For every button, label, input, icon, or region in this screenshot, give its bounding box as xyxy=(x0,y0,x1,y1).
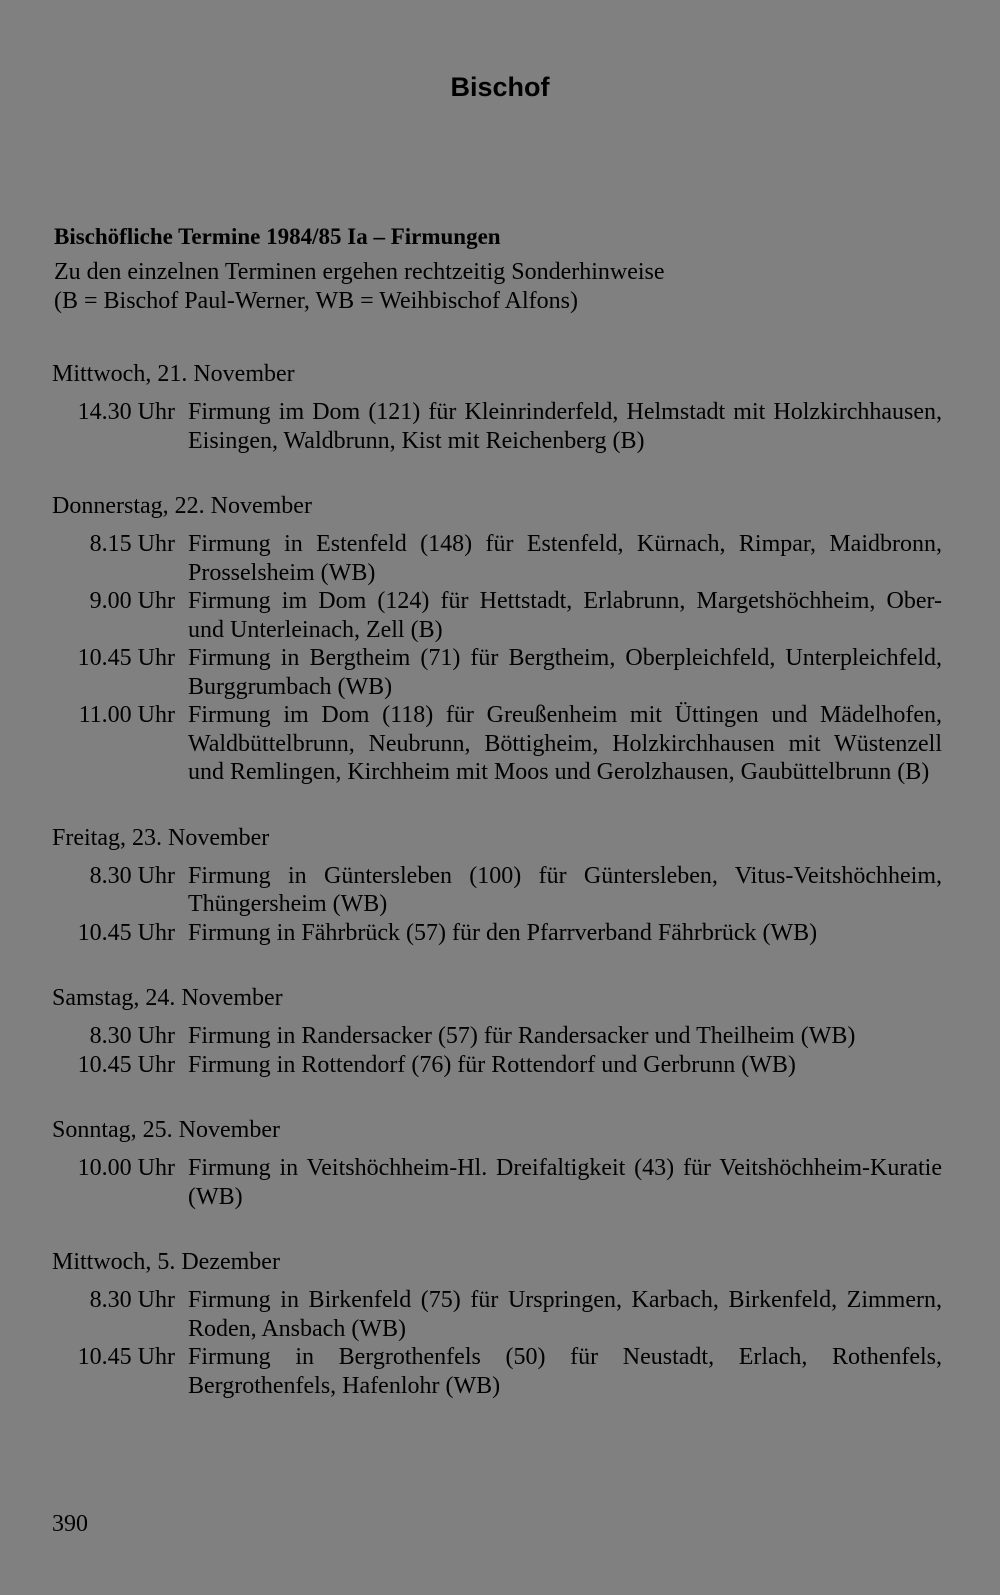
day-heading: Sonntag, 25. November xyxy=(52,1117,280,1143)
entry-time: 10.45 Uhr xyxy=(77,919,175,946)
schedule-entry xyxy=(52,1022,942,1051)
entry-time: 8.15 Uhr xyxy=(89,531,175,557)
entry-text: Firmung im Dom (121) für Kleinrinderfeld, Helmstadt mit Holzkirchhausen, Eisingen, Waldbrunn, Kist mit Reichenberg (B) xyxy=(188,399,942,454)
schedule-entry xyxy=(52,587,942,644)
entry-time: 8.30 Uhr xyxy=(89,1023,175,1049)
entry-time: 8.30 Uhr xyxy=(89,1287,175,1313)
schedule-entry xyxy=(52,644,942,701)
intro-line: (B = Bischof Paul-Werner, WB = Weihbischof Alfons) xyxy=(54,288,578,314)
entry-text: Firmung in Güntersleben (100) für Güntersleben, Vitus-Veitshöchheim, Thüngersheim (WB) xyxy=(188,862,942,917)
document-content xyxy=(52,222,942,1400)
schedule-entry xyxy=(52,1343,942,1400)
entry-text: Firmung in Bergtheim (71) für Bergtheim, Oberpleichfeld, Unterpleichfeld, Burggrumbach (WB) xyxy=(188,645,942,700)
day-heading: Donnerstag, 22. November xyxy=(52,493,312,519)
day-heading: Mittwoch, 5. Dezember xyxy=(52,1249,280,1275)
entry-time: 10.00 Uhr xyxy=(77,1155,175,1181)
schedule-entry xyxy=(52,862,942,919)
schedule-entry xyxy=(52,919,942,948)
intro-text xyxy=(54,258,942,316)
section-title: Bischöfliche Termine 1984/85 Ia – Firmungen xyxy=(54,224,501,249)
entry-text: Firmung in Randersacker (57) für Randersacker und Theilheim (WB) xyxy=(188,1023,856,1049)
entry-text: Firmung in Birkenfeld (75) für Urspringen, Karbach, Birkenfeld, Zimmern, Roden, Ansbach (WB) xyxy=(188,1287,942,1342)
schedule-entry xyxy=(52,1051,942,1080)
entry-text: Firmung in Bergrothenfels (50) für Neustadt, Erlach, Rothenfels, Bergrothenfels, Hafenlohr (WB) xyxy=(188,1344,942,1399)
entry-text: Firmung im Dom (118) für Greußenheim mit Üttingen und Mädelhofen, Waldbüttelbrunn, Neubrunn, Böttigheim, Holzkirchhausen mit Wüstenzell und Remlingen, Kirchheim mit Moos und Gerolzhausen, Gaubüttelbrunn (B) xyxy=(188,702,942,785)
schedule-entry xyxy=(52,1286,942,1343)
schedule-entry xyxy=(52,398,942,455)
entry-time: 9.00 Uhr xyxy=(89,588,175,614)
entry-time: 10.45 Uhr xyxy=(77,1051,175,1078)
day-heading: Freitag, 23. November xyxy=(52,824,270,851)
entry-time: 10.45 Uhr xyxy=(77,645,175,671)
day-heading: Mittwoch, 21. November xyxy=(52,361,295,387)
entry-time: 14.30 Uhr xyxy=(77,399,175,425)
entry-text: Firmung in Estenfeld (148) für Estenfeld, Kürnach, Rimpar, Maidbronn, Prosselsheim (WB) xyxy=(188,531,942,586)
entry-text: Firmung in Rottendorf (76) für Rottendorf und Gerbrunn (WB) xyxy=(188,1051,796,1078)
entry-time: 8.30 Uhr xyxy=(89,862,175,889)
page-header: Bischof xyxy=(450,72,550,102)
schedule-entry xyxy=(52,701,942,787)
entry-text: Firmung im Dom (124) für Hettstadt, Erlabrunn, Margetshöchheim, Ober- und Unterleinach, Zell (B) xyxy=(188,588,942,643)
schedule-entry xyxy=(52,1154,942,1211)
intro-line: Zu den einzelnen Terminen ergehen rechtzeitig Sonderhinweise xyxy=(54,259,665,285)
entry-time: 11.00 Uhr xyxy=(78,702,175,728)
day-heading: Samstag, 24. November xyxy=(52,985,283,1011)
entry-text: Firmung in Veitshöchheim-Hl. Dreifaltigkeit (43) für Veitshöchheim-Kuratie (WB) xyxy=(188,1155,942,1210)
entry-text: Firmung in Fährbrück (57) für den Pfarrverband Fährbrück (WB) xyxy=(188,919,818,946)
page-number: 390 xyxy=(52,1511,88,1537)
entry-time: 10.45 Uhr xyxy=(77,1344,175,1370)
schedule-entry xyxy=(52,530,942,587)
